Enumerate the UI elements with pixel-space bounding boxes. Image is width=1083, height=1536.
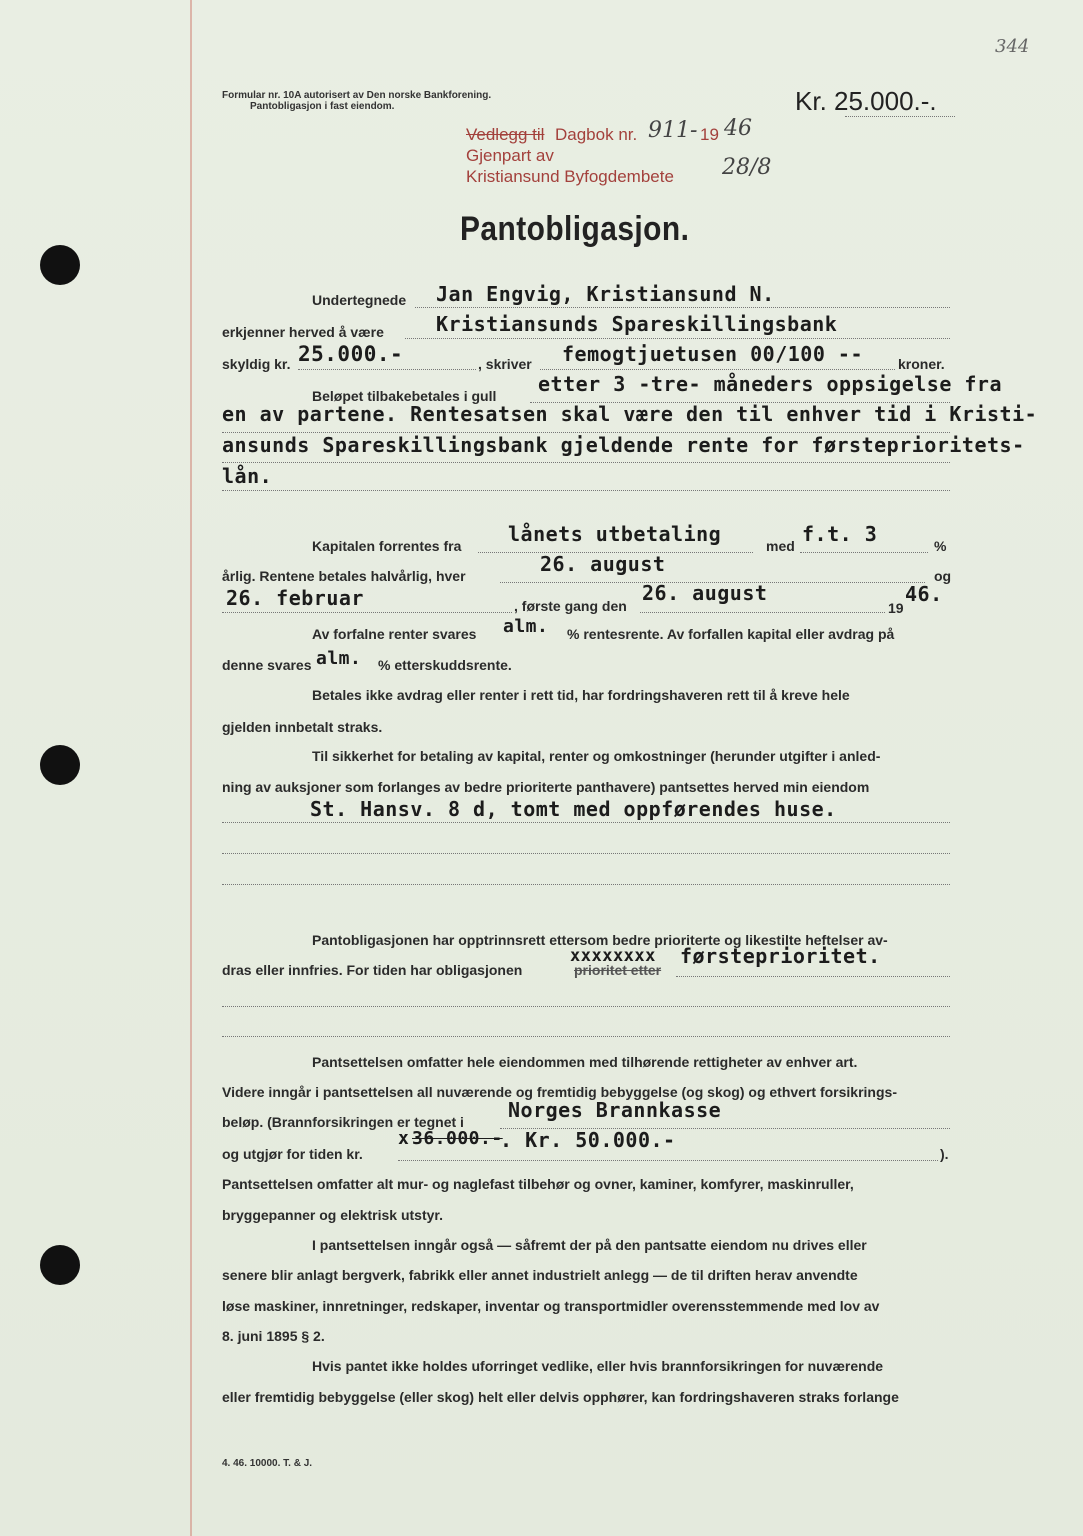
value-kapital: lånets utbetaling xyxy=(508,522,722,546)
form-header-line1: Formular nr. 10A autorisert av Den norske Bankforening. xyxy=(222,90,492,101)
label-etterskudd: % etterskuddsrente. xyxy=(378,657,512,673)
line-med xyxy=(800,552,928,553)
stamp-vedlegg: Vedlegg til xyxy=(466,125,545,144)
label-belop: beløp. (Brannforsikringen er tegnet i xyxy=(222,1114,464,1130)
text-bergverk-2: senere blir anlagt bergverk, fabrikk eller annet industrielt anlegg — de til driften herav anvendte xyxy=(222,1267,858,1283)
value-forfalne: alm. xyxy=(503,616,549,637)
line-opptrinn-1 xyxy=(676,976,950,977)
line-tilbake-3 xyxy=(222,462,950,463)
text-betales-1: Betales ikke avdrag eller renter i rett tid, har fordringshaveren rett til å kreve hele xyxy=(312,687,850,703)
value-tilbake-line3: ansunds Spareskillingsbank gjeldende rente for førsteprioritets- xyxy=(222,433,1025,457)
label-year-19: 19 xyxy=(888,600,904,616)
label-skyldig: skyldig kr. xyxy=(222,356,291,372)
text-bergverk-4: 8. juni 1895 § 2. xyxy=(222,1328,325,1344)
label-kapital: Kapitalen forrentes fra xyxy=(312,538,462,554)
value-skriver: femogtjuetusen 00/100 -- xyxy=(562,342,863,366)
line-februar xyxy=(222,612,512,613)
text-hvis-2: eller fremtidig bebyggelse (eller skog) helt eller delvis opphører, kan fordringshaveren straks forlange xyxy=(222,1389,899,1405)
punch-hole-middle xyxy=(40,745,80,785)
line-undertegnede xyxy=(415,307,950,308)
document-title: Pantobligasjon. xyxy=(460,210,690,248)
label-kroner: kroner. xyxy=(898,356,945,372)
line-eiendom-3 xyxy=(222,884,950,885)
value-tilbake-line1: etter 3 -tre- måneders oppsigelse fra xyxy=(538,372,1003,396)
line-utgjor xyxy=(398,1160,938,1161)
punch-hole-bottom xyxy=(40,1245,80,1285)
label-arlig: årlig. Rentene betales halvårlig, hver xyxy=(222,568,466,584)
stamp-office: Kristiansund Byfogdembete xyxy=(466,167,674,186)
line-erkjenner xyxy=(405,338,950,339)
text-sikkerhet-2: ning av auksjoner som forlanges av bedre prioriterte panthavere) pantsettes herved min eiendom xyxy=(222,779,870,795)
value-opptrinn: førsteprioritet. xyxy=(680,944,881,968)
stamp-dagbok-label: Dagbok nr. xyxy=(555,125,638,144)
amount-underline xyxy=(845,116,955,117)
value-opptrinn-xs: xxxxxxxx xyxy=(570,946,656,966)
amount-header: Kr. 25.000.-. xyxy=(795,86,937,116)
label-og: og xyxy=(934,568,952,584)
page-number: 344 xyxy=(995,36,1030,57)
value-utgjor: . Kr. 50.000.- xyxy=(500,1128,676,1152)
form-header-line2: Pantobligasjon i fast eiendom. xyxy=(250,101,395,112)
text-mur-2: bryggepanner og elektrisk utstyr. xyxy=(222,1207,443,1223)
value-tilbake-line4: lån. xyxy=(222,464,273,488)
stamp-date: 28/8 xyxy=(722,155,772,180)
line-tilbake-4 xyxy=(222,490,950,491)
value-februar: 26. februar xyxy=(226,586,364,610)
line-opptrinn-3 xyxy=(222,1036,950,1037)
label-rentesrente: % rentesrente. Av forfallen kapital eller avdrag på xyxy=(567,626,895,642)
text-opptrinn-1: Pantobligasjonen har opptrinnsrett ettersom bedre prioriterte og likestilte heftelser av- xyxy=(312,932,888,948)
label-denne: denne svares xyxy=(222,657,312,673)
value-skyldig: 25.000.- xyxy=(298,342,404,366)
text-omfatter-1: Pantsettelsen omfatter hele eiendommen med tilhørende rettigheter av enhver art. xyxy=(312,1054,858,1070)
label-percent: % xyxy=(934,538,947,554)
value-utgjor-prefix: x xyxy=(398,1128,410,1149)
value-tilbake-line2: en av partene. Rentesatsen skal være den til enhver tid i Kristi- xyxy=(222,402,1038,426)
label-forfalne: Av forfalne renter svares xyxy=(312,626,477,642)
text-mur-1: Pantsettelsen omfatter alt mur- og naglefast tilbehør og ovner, kaminer, komfyrer, maskinruller, xyxy=(222,1176,854,1192)
value-undertegnede: Jan Engvig, Kristiansund N. xyxy=(436,282,775,306)
line-skriver xyxy=(540,369,895,370)
label-tilbake: Beløpet tilbakebetales i gull xyxy=(312,388,497,404)
value-denne: alm. xyxy=(316,648,362,669)
text-hvis-1: Hvis pantet ikke holdes uforringet vedlike, eller hvis brannforsikringen for nuværende xyxy=(312,1358,884,1374)
red-margin-line xyxy=(190,0,192,1536)
label-med: med xyxy=(766,538,795,554)
line-forste xyxy=(640,612,885,613)
label-undertegnede: Undertegnede xyxy=(312,292,407,308)
text-sikkerhet-1: Til sikkerhet for betaling av kapital, renter og omkostninger (herunder utgifter i anled- xyxy=(312,748,881,764)
value-arlig: 26. august xyxy=(540,552,666,576)
value-year-46: 46. xyxy=(905,582,943,606)
value-forste: 26. august xyxy=(642,581,768,605)
line-eiendom-1 xyxy=(222,822,950,823)
line-skyldig xyxy=(298,369,476,370)
label-utgjor: og utgjør for tiden kr. xyxy=(222,1146,363,1162)
label-close-paren: ). xyxy=(940,1146,949,1162)
footer-print-code: 4. 46. 10000. T. & J. xyxy=(222,1458,313,1469)
value-erkjenner: Kristiansunds Spareskillingsbank xyxy=(436,312,838,336)
stamp-gjenpart: Gjenpart av xyxy=(466,146,554,165)
value-eiendom: St. Hansv. 8 d, tomt med oppførendes huse. xyxy=(310,797,837,821)
text-opptrinn-2: dras eller innfries. For tiden har obligasjonen xyxy=(222,962,523,978)
line-eiendom-2 xyxy=(222,853,950,854)
value-med: f.t. 3 xyxy=(802,522,878,546)
punch-hole-top xyxy=(40,245,80,285)
text-opptrinn-struck: prioritet etter xyxy=(574,962,662,978)
label-forste: , første gang den xyxy=(514,598,627,614)
text-bergverk-3: løse maskiner, innretninger, redskaper, inventar og transportmidler overensstemmende med lov av xyxy=(222,1298,880,1314)
text-bergverk-1: I pantsettelsen inngår også — såfremt der på den pantsatte eiendom nu drives eller xyxy=(312,1237,867,1253)
text-betales-2: gjelden innbetalt straks. xyxy=(222,719,383,735)
value-belop: Norges Brannkasse xyxy=(508,1098,722,1122)
value-utgjor-struck: 36.000.- xyxy=(412,1128,503,1149)
stamp-year-prefix: 19 xyxy=(700,125,719,144)
label-erkjenner: erkjenner herved å være xyxy=(222,324,384,340)
stamp-year-suffix: 46 xyxy=(724,116,752,141)
stamp-dagbok-number: 911- xyxy=(648,118,698,143)
text-omfatter-2: Videre inngår i pantsettelsen all nuværende og fremtidig bebyggelse (og skog) og ethvert forsikrings- xyxy=(222,1084,897,1100)
label-skriver: , skriver xyxy=(478,356,532,372)
line-opptrinn-2 xyxy=(222,1006,950,1007)
